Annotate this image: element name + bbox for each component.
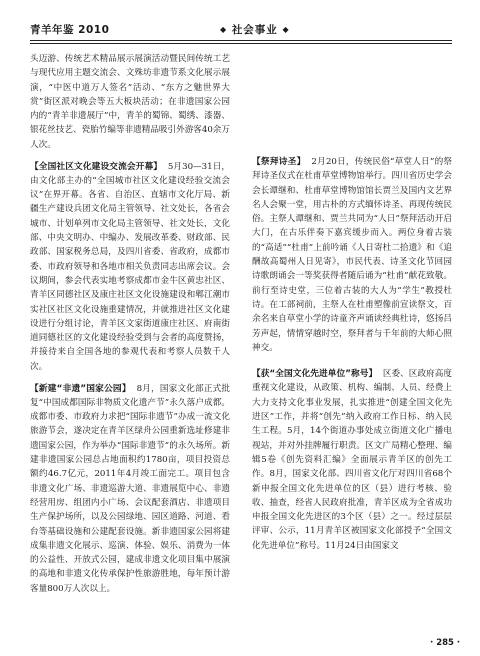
section-title-wrap [220, 22, 290, 37]
diamond-icon: ◆ [282, 25, 290, 34]
page-number: · 285 · [430, 638, 461, 648]
diamond-icon: ◆ [220, 25, 228, 34]
entry-heading: 【新建“非遗”国家公园】 [30, 383, 131, 394]
entry-body: 2月20日，传统民俗“草堂人日”的祭拜诗圣仪式在杜甫草堂博物馆举行。四川省历史学会会长谭继和、杜甫草堂博物馆馆长贾兰及国内文艺界名人会聚一堂，用古朴的方式缅怀诗圣、再现传统民俗。主祭人谭继和、贾兰共同为“人日”祭拜活动开启大门，在古乐伴奏下嘉宾缓步而入。两位身着古装的“高适”“杜甫”上前吟诵《人日寄杜二拾遗》和《追酬故高蜀州人日见寄》，市民代表、诗圣文化节回园诗歌朗诵会一等奖获得者随后诵为“杜甫”献花致敬。前行至诗史堂，三位着古装的大人为“学生”教授杜诗。在工部祠前，主祭人在杜甫塑像前宣读祭文，百余名来自草堂小学的诗童齐声诵读经典杜诗，悠扬吕芳声起，情情穿越时空，祭拜者与千年前的大师心照神交。 [252, 157, 452, 353]
section-title: 社会事业 [231, 24, 278, 36]
entry-heading: 【获“全国文化先进单位”称号】 [252, 369, 378, 380]
book-title: 青羊年鉴 2010 [30, 24, 110, 36]
entry-heading: 【祭拜诗圣】 [252, 157, 306, 167]
left-column [30, 52, 230, 596]
entry-heritage-park [30, 382, 230, 596]
running-header [30, 22, 452, 38]
entry-community-culture [30, 160, 230, 374]
entry-body: 8月，国家文化部正式批复“中国成都国际非物质文化遗产节”永久落户成都。成都市委、市政府力求把“国际非遗节”办成一流文化旅游节会，遂决定在青羊区绿舟公园重新选址修建非遗国家公园，作为举办“国际非遗节”的永久场所。新建非遗国家公园总占地面积约1780亩，项目投资总额约46.7亿元，2011年4月竣工面完工。项目包含非遗文化广场、非遗巡游大道、非遗展览中心、非遗经营用房、组团内小广场、会议配套酒店、非遗项目生产保护场所，以及公园绿地、园区道路、河道、看台等基础设施和公建配套设施。新非遗国家公园将建成集非遗文化展示、巡演、体验、娱乐、消费为一体的公益性、开放式公园，建成非遗文化项目集中展演的高地和非遗文化传承保护性旅游胜地，每年预计游客量800万人次以上。 [30, 383, 231, 594]
entry-national-award [252, 367, 452, 553]
entry-poet-worship [252, 155, 452, 355]
entry-heading: 【全国社区文化建设交流会开幕】 [30, 161, 163, 172]
header-rule-thin [30, 43, 452, 44]
intro-paragraph: 头迈游、传统艺术精品展示展演活动暨民间传统工艺与现代应用主题交流会、文殊坊非遗节系文化展示展演，“中医中道万人签名”活动、“东方之魅世界大赏”街区派对晚会等五大板块活动；在非遗国家公园内的“青羊非遗展厅”中，青羊的蜀锦、蜀绣、漆器、银花丝技艺、瓷胎竹编等非遗精品吸引外游客40余万人次。 [30, 54, 230, 150]
header-rule [30, 40, 452, 41]
entry-body: 5月30—31日，由文化部主办的“全国城市社区文化建设经验交流会议”在界开幕。各省、自治区、直辖市文化厅局、新疆生产建设兵团文化局主管领导、社文处长，各省会城市、计划单列市文化局主管领导、社文处长，文化部、中央文明办、中编办、发展改革委、财政部、民政部、国家税务总局，及四川省委、省政府，成都市委、市政府领导和各地市相关负责同志出席会议。会议期间，参会代表实地考察成都市金牛区黄忠社区、青羊区同德社区及康庄社区文化设施建设和郫江潮市实社区社区文化设施重建情况，并就推进社区文化建设进行分组讨论，青羊区文家街道康庄社区、府南街道同德社区的文化建设经验受到与会者的高度赞扬，并接待来自全国各地的参观代表和考察人员数千人次。 [30, 161, 231, 372]
right-column [252, 52, 452, 553]
entry-body: 区委、区政府高度重视文化建设，从政策、机构、编制、人员、经费上大力支持文化事业发展，扎实推进“创建全国文化先进区”工作，并将“创先”纳入政府工作日标、纳入民生工程。5月，14个街道办事处成立街道文化广播电视站，并对外挂牌履行职责。区文广局精心整理、编辑5卷《创先资料汇编》全面展示青羊区的创先工作。8月，国家文化部、四川省文化厅对四川省68个新申报全国文化先进单位的区（县）进行考核、验收、抽查，经省人民政府批准，青羊区成为全省成功申报全国文化先进区的3个区（县）之一。经过层层评审、公示，11月青羊区被国家文化部授予“全国文化先进单位”称号。11月24日由国家文 [252, 369, 453, 551]
